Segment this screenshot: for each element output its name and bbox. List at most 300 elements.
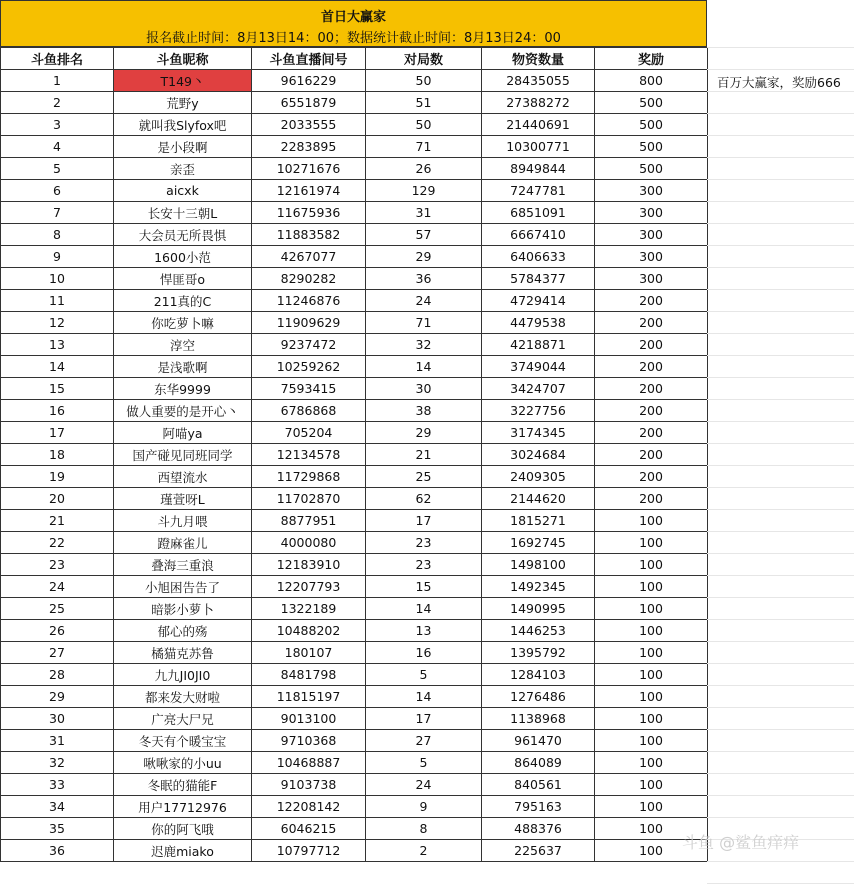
table-row — [1, 488, 708, 510]
cell-nickname[interactable]: 西望流水 — [114, 466, 252, 488]
cell-rank[interactable]: 7 — [1, 202, 114, 224]
cell-reward[interactable]: 200 — [595, 422, 708, 444]
gridline — [707, 135, 854, 136]
table-row — [1, 774, 708, 796]
title-banner — [0, 0, 707, 47]
table-row — [1, 664, 708, 686]
cell-reward[interactable]: 100 — [595, 664, 708, 686]
cell-reward[interactable]: 300 — [595, 268, 708, 290]
cell-room-id[interactable]: 12161974 — [252, 180, 366, 202]
gridline — [707, 245, 854, 246]
cell-supplies[interactable]: 3174345 — [482, 422, 595, 444]
cell-matches[interactable]: 62 — [366, 488, 482, 510]
cell-rank[interactable]: 27 — [1, 642, 114, 664]
cell-rank[interactable]: 18 — [1, 444, 114, 466]
cell-supplies[interactable]: 488376 — [482, 818, 595, 840]
cell-rank[interactable]: 12 — [1, 312, 114, 334]
table-row — [1, 158, 708, 180]
cell-matches[interactable]: 38 — [366, 400, 482, 422]
cell-rank[interactable]: 2 — [1, 92, 114, 114]
cell-rank[interactable]: 30 — [1, 708, 114, 730]
gridline — [707, 751, 854, 752]
cell-matches[interactable]: 16 — [366, 642, 482, 664]
cell-rank[interactable]: 3 — [1, 114, 114, 136]
cell-room-id[interactable]: 8481798 — [252, 664, 366, 686]
cell-nickname[interactable]: 国产碰见同班同学 — [114, 444, 252, 466]
cell-rank[interactable]: 34 — [1, 796, 114, 818]
cell-supplies[interactable]: 4729414 — [482, 290, 595, 312]
table-row — [1, 136, 708, 158]
cell-reward[interactable]: 300 — [595, 180, 708, 202]
cell-reward[interactable]: 100 — [595, 708, 708, 730]
cell-reward[interactable]: 100 — [595, 730, 708, 752]
cell-rank[interactable]: 26 — [1, 620, 114, 642]
table-row — [1, 356, 708, 378]
cell-rank[interactable]: 16 — [1, 400, 114, 422]
cell-reward[interactable]: 100 — [595, 818, 708, 840]
cell-reward[interactable]: 100 — [595, 642, 708, 664]
cell-room-id[interactable]: 11246876 — [252, 290, 366, 312]
cell-reward[interactable]: 300 — [595, 202, 708, 224]
gridline — [707, 795, 854, 796]
cell-rank[interactable]: 17 — [1, 422, 114, 444]
cell-room-id[interactable]: 9710368 — [252, 730, 366, 752]
gridline — [707, 663, 854, 664]
cell-reward[interactable]: 200 — [595, 334, 708, 356]
cell-matches[interactable]: 14 — [366, 686, 482, 708]
cell-matches[interactable]: 57 — [366, 224, 482, 246]
cell-rank[interactable]: 33 — [1, 774, 114, 796]
cell-supplies[interactable]: 2409305 — [482, 466, 595, 488]
cell-matches[interactable]: 5 — [366, 752, 482, 774]
cell-supplies[interactable]: 21440691 — [482, 114, 595, 136]
table-row — [1, 818, 708, 840]
table-row — [1, 466, 708, 488]
cell-room-id[interactable]: 4267077 — [252, 246, 366, 268]
cell-matches[interactable]: 14 — [366, 356, 482, 378]
gridline — [707, 861, 854, 862]
cell-matches[interactable]: 24 — [366, 774, 482, 796]
cell-reward[interactable]: 300 — [595, 224, 708, 246]
cell-matches[interactable]: 29 — [366, 246, 482, 268]
gridline — [707, 729, 854, 730]
header-supplies[interactable]: 物资数量 — [482, 48, 595, 70]
deadline-subtitle: 报名截止时间：8月13日14：00；数据统计截止时间：8月13日24：00 — [146, 31, 561, 46]
table-row — [1, 796, 708, 818]
cell-matches[interactable]: 129 — [366, 180, 482, 202]
table-header-row — [1, 48, 708, 70]
cell-room-id[interactable]: 10271676 — [252, 158, 366, 180]
cell-room-id[interactable]: 11909629 — [252, 312, 366, 334]
cell-matches[interactable]: 31 — [366, 202, 482, 224]
cell-supplies[interactable]: 3024684 — [482, 444, 595, 466]
gridline — [707, 113, 854, 114]
cell-supplies[interactable]: 4218871 — [482, 334, 595, 356]
cell-room-id[interactable]: 12183910 — [252, 554, 366, 576]
cell-supplies[interactable]: 8949844 — [482, 158, 595, 180]
cell-supplies[interactable]: 3424707 — [482, 378, 595, 400]
cell-nickname[interactable]: aicxk — [114, 180, 252, 202]
gridline — [707, 531, 854, 532]
cell-reward[interactable]: 200 — [595, 312, 708, 334]
cell-reward[interactable]: 200 — [595, 356, 708, 378]
gridline — [707, 311, 854, 312]
table-row — [1, 510, 708, 532]
cell-rank[interactable]: 5 — [1, 158, 114, 180]
gridline — [707, 641, 854, 642]
gridline — [707, 685, 854, 686]
gridline — [707, 509, 854, 510]
cell-supplies[interactable]: 4479538 — [482, 312, 595, 334]
cell-room-id[interactable]: 180107 — [252, 642, 366, 664]
header-room-id[interactable]: 斗鱼直播间号 — [252, 48, 366, 70]
cell-rank[interactable]: 8 — [1, 224, 114, 246]
table-row — [1, 730, 708, 752]
cell-rank[interactable]: 1 — [1, 70, 114, 92]
cell-room-id[interactable]: 2283895 — [252, 136, 366, 158]
cell-reward[interactable]: 100 — [595, 532, 708, 554]
gridline — [707, 157, 854, 158]
cell-nickname[interactable]: 广亮大尸兄 — [114, 708, 252, 730]
cell-matches[interactable]: 13 — [366, 620, 482, 642]
cell-reward[interactable]: 100 — [595, 576, 708, 598]
gridline — [707, 377, 854, 378]
cell-nickname[interactable]: 悍匪哥o — [114, 268, 252, 290]
cell-nickname[interactable]: 长安十三朝L — [114, 202, 252, 224]
cell-room-id[interactable]: 12208142 — [252, 796, 366, 818]
cell-rank[interactable]: 6 — [1, 180, 114, 202]
cell-rank[interactable]: 10 — [1, 268, 114, 290]
cell-nickname[interactable]: 九九JI0JI0 — [114, 664, 252, 686]
cell-supplies[interactable]: 864089 — [482, 752, 595, 774]
cell-reward[interactable]: 500 — [595, 114, 708, 136]
cell-nickname[interactable]: 瑾萱呀L — [114, 488, 252, 510]
cell-room-id[interactable]: 6786868 — [252, 400, 366, 422]
cell-supplies[interactable]: 1446253 — [482, 620, 595, 642]
cell-rank[interactable]: 29 — [1, 686, 114, 708]
cell-matches[interactable]: 51 — [366, 92, 482, 114]
table-row — [1, 70, 708, 92]
gridline — [707, 69, 854, 70]
cell-supplies[interactable]: 1815271 — [482, 510, 595, 532]
cell-reward[interactable]: 100 — [595, 796, 708, 818]
cell-nickname[interactable]: 郁心的殇 — [114, 620, 252, 642]
cell-reward[interactable]: 300 — [595, 246, 708, 268]
cell-matches[interactable]: 71 — [366, 136, 482, 158]
cell-supplies[interactable]: 1492345 — [482, 576, 595, 598]
side-note[interactable]: 百万大赢家，奖励666 — [717, 75, 841, 90]
cell-reward[interactable]: 200 — [595, 466, 708, 488]
page-title: 首日大赢家 — [320, 10, 386, 25]
cell-nickname[interactable]: 啾啾家的小uu — [114, 752, 252, 774]
cell-supplies[interactable]: 6406633 — [482, 246, 595, 268]
cell-reward[interactable]: 200 — [595, 378, 708, 400]
gridline — [707, 47, 854, 48]
cell-room-id[interactable]: 12207793 — [252, 576, 366, 598]
cell-nickname[interactable]: T149丶 — [114, 70, 252, 92]
cell-nickname[interactable]: 荒野y — [114, 92, 252, 114]
table-row — [1, 290, 708, 312]
cell-rank[interactable]: 13 — [1, 334, 114, 356]
cell-supplies[interactable]: 1395792 — [482, 642, 595, 664]
cell-matches[interactable]: 36 — [366, 268, 482, 290]
cell-reward[interactable]: 500 — [595, 92, 708, 114]
cell-supplies[interactable]: 6667410 — [482, 224, 595, 246]
gridline — [707, 91, 854, 92]
cell-room-id[interactable]: 1322189 — [252, 598, 366, 620]
header-nickname[interactable]: 斗鱼昵称 — [114, 48, 252, 70]
gridline — [707, 421, 854, 422]
cell-matches[interactable]: 23 — [366, 532, 482, 554]
cell-nickname[interactable]: 叠海三重浪 — [114, 554, 252, 576]
cell-nickname[interactable]: 阿喵ya — [114, 422, 252, 444]
gridline — [707, 333, 854, 334]
cell-supplies[interactable]: 27388272 — [482, 92, 595, 114]
cell-reward[interactable]: 500 — [595, 158, 708, 180]
cell-nickname[interactable]: 大会员无所畏惧 — [114, 224, 252, 246]
cell-reward[interactable]: 500 — [595, 136, 708, 158]
table-row — [1, 642, 708, 664]
gridline — [707, 575, 854, 576]
gridline — [707, 267, 854, 268]
cell-rank[interactable]: 21 — [1, 510, 114, 532]
table-row — [1, 114, 708, 136]
table-row — [1, 268, 708, 290]
cell-rank[interactable]: 24 — [1, 576, 114, 598]
table-row — [1, 180, 708, 202]
cell-nickname[interactable]: 淳空 — [114, 334, 252, 356]
cell-rank[interactable]: 9 — [1, 246, 114, 268]
cell-nickname[interactable]: 是浅歌啊 — [114, 356, 252, 378]
cell-room-id[interactable]: 8290282 — [252, 268, 366, 290]
cell-matches[interactable]: 8 — [366, 818, 482, 840]
cell-nickname[interactable]: 东华9999 — [114, 378, 252, 400]
cell-room-id[interactable]: 6046215 — [252, 818, 366, 840]
cell-matches[interactable]: 5 — [366, 664, 482, 686]
cell-rank[interactable]: 22 — [1, 532, 114, 554]
cell-supplies[interactable]: 1498100 — [482, 554, 595, 576]
cell-nickname[interactable]: 冬天有个暖宝宝 — [114, 730, 252, 752]
cell-matches[interactable]: 29 — [366, 422, 482, 444]
cell-rank[interactable]: 20 — [1, 488, 114, 510]
cell-supplies[interactable]: 840561 — [482, 774, 595, 796]
table-body — [1, 70, 708, 862]
header-reward[interactable]: 奖励 — [595, 48, 708, 70]
cell-nickname[interactable]: 冬眠的猫能F — [114, 774, 252, 796]
cell-supplies[interactable]: 5784377 — [482, 268, 595, 290]
table-row — [1, 708, 708, 730]
cell-reward[interactable]: 100 — [595, 752, 708, 774]
cell-matches[interactable]: 25 — [366, 466, 482, 488]
cell-matches[interactable]: 17 — [366, 510, 482, 532]
cell-supplies[interactable]: 1692745 — [482, 532, 595, 554]
cell-nickname[interactable]: 是小段啊 — [114, 136, 252, 158]
cell-nickname[interactable]: 橘猫克苏鲁 — [114, 642, 252, 664]
cell-room-id[interactable]: 11702870 — [252, 488, 366, 510]
cell-room-id[interactable]: 10259262 — [252, 356, 366, 378]
gridline — [707, 707, 854, 708]
cell-room-id[interactable]: 9013100 — [252, 708, 366, 730]
cell-room-id[interactable]: 4000080 — [252, 532, 366, 554]
gridline — [707, 487, 854, 488]
cell-reward[interactable]: 800 — [595, 70, 708, 92]
cell-matches[interactable]: 9 — [366, 796, 482, 818]
cell-nickname[interactable]: 就叫我Slyfox吧 — [114, 114, 252, 136]
cell-room-id[interactable]: 9616229 — [252, 70, 366, 92]
table-row — [1, 224, 708, 246]
cell-rank[interactable]: 25 — [1, 598, 114, 620]
cell-reward[interactable]: 100 — [595, 774, 708, 796]
cell-reward[interactable]: 100 — [595, 620, 708, 642]
gridline — [707, 817, 854, 818]
cell-rank[interactable]: 11 — [1, 290, 114, 312]
cell-matches[interactable]: 50 — [366, 114, 482, 136]
table-row — [1, 840, 708, 862]
cell-reward[interactable]: 100 — [595, 554, 708, 576]
gridline — [707, 465, 854, 466]
cell-room-id[interactable]: 705204 — [252, 422, 366, 444]
table-row — [1, 312, 708, 334]
cell-room-id[interactable]: 10797712 — [252, 840, 366, 862]
gridline — [707, 289, 854, 290]
cell-supplies[interactable]: 1276486 — [482, 686, 595, 708]
cell-matches[interactable]: 17 — [366, 708, 482, 730]
cell-reward[interactable]: 100 — [595, 510, 708, 532]
cell-supplies[interactable]: 6851091 — [482, 202, 595, 224]
gridline — [707, 597, 854, 598]
cell-reward[interactable]: 100 — [595, 840, 708, 862]
cell-supplies[interactable]: 961470 — [482, 730, 595, 752]
cell-rank[interactable]: 36 — [1, 840, 114, 862]
table-row — [1, 378, 708, 400]
table-row — [1, 246, 708, 268]
cell-matches[interactable]: 30 — [366, 378, 482, 400]
cell-nickname[interactable]: 暗影小萝卜 — [114, 598, 252, 620]
cell-rank[interactable]: 31 — [1, 730, 114, 752]
table-row — [1, 686, 708, 708]
cell-nickname[interactable]: 斗九月喂 — [114, 510, 252, 532]
cell-reward[interactable]: 200 — [595, 444, 708, 466]
cell-rank[interactable]: 15 — [1, 378, 114, 400]
cell-room-id[interactable]: 11815197 — [252, 686, 366, 708]
cell-matches[interactable]: 2 — [366, 840, 482, 862]
cell-matches[interactable]: 26 — [366, 158, 482, 180]
gridline — [707, 179, 854, 180]
table-row — [1, 554, 708, 576]
cell-room-id[interactable]: 11729868 — [252, 466, 366, 488]
cell-supplies[interactable]: 3227756 — [482, 400, 595, 422]
cell-room-id[interactable]: 7593415 — [252, 378, 366, 400]
cell-room-id[interactable]: 8877951 — [252, 510, 366, 532]
cell-matches[interactable]: 15 — [366, 576, 482, 598]
cell-nickname[interactable]: 1600小范 — [114, 246, 252, 268]
cell-matches[interactable]: 50 — [366, 70, 482, 92]
cell-rank[interactable]: 23 — [1, 554, 114, 576]
table-row — [1, 202, 708, 224]
cell-supplies[interactable]: 3749044 — [482, 356, 595, 378]
cell-reward[interactable]: 200 — [595, 290, 708, 312]
gridline — [707, 553, 854, 554]
table-row — [1, 422, 708, 444]
table-row — [1, 444, 708, 466]
cell-reward[interactable]: 100 — [595, 686, 708, 708]
header-rank[interactable]: 斗鱼排名 — [1, 48, 114, 70]
cell-rank[interactable]: 32 — [1, 752, 114, 774]
cell-room-id[interactable]: 12134578 — [252, 444, 366, 466]
cell-supplies[interactable]: 795163 — [482, 796, 595, 818]
side-column — [707, 0, 854, 864]
watermark: 斗鱼 @鲨鱼痒痒 — [682, 833, 800, 852]
cell-supplies[interactable]: 1490995 — [482, 598, 595, 620]
cell-nickname[interactable]: 亲歪 — [114, 158, 252, 180]
cell-matches[interactable]: 24 — [366, 290, 482, 312]
cell-rank[interactable]: 35 — [1, 818, 114, 840]
table-row — [1, 598, 708, 620]
cell-nickname[interactable]: 你的阿飞哦 — [114, 818, 252, 840]
cell-reward[interactable]: 100 — [595, 598, 708, 620]
cell-rank[interactable]: 14 — [1, 356, 114, 378]
cell-matches[interactable]: 14 — [366, 598, 482, 620]
table-row — [1, 532, 708, 554]
cell-supplies[interactable]: 225637 — [482, 840, 595, 862]
gridline — [707, 443, 854, 444]
cell-supplies[interactable]: 1138968 — [482, 708, 595, 730]
table-row — [1, 752, 708, 774]
ranking-table — [0, 47, 708, 862]
cell-supplies[interactable]: 1284103 — [482, 664, 595, 686]
cell-room-id[interactable]: 2033555 — [252, 114, 366, 136]
gridline — [707, 355, 854, 356]
cell-supplies[interactable]: 2144620 — [482, 488, 595, 510]
cell-nickname[interactable]: 蹬麻雀儿 — [114, 532, 252, 554]
cell-nickname[interactable]: 做人重要的是开心丶 — [114, 400, 252, 422]
cell-room-id[interactable]: 9237472 — [252, 334, 366, 356]
cell-room-id[interactable]: 9103738 — [252, 774, 366, 796]
cell-matches[interactable]: 21 — [366, 444, 482, 466]
cell-supplies[interactable]: 10300771 — [482, 136, 595, 158]
cell-nickname[interactable]: 你吃萝卜嘛 — [114, 312, 252, 334]
cell-rank[interactable]: 28 — [1, 664, 114, 686]
table-row — [1, 576, 708, 598]
cell-nickname[interactable]: 迟鹿miako — [114, 840, 252, 862]
cell-room-id[interactable]: 10468887 — [252, 752, 366, 774]
gridline — [707, 201, 854, 202]
table-row — [1, 92, 708, 114]
cell-reward[interactable]: 200 — [595, 400, 708, 422]
cell-nickname[interactable]: 都来发大财啦 — [114, 686, 252, 708]
cell-room-id[interactable]: 11675936 — [252, 202, 366, 224]
gridline — [707, 619, 854, 620]
cell-nickname[interactable]: 用户17712976 — [114, 796, 252, 818]
cell-supplies[interactable]: 7247781 — [482, 180, 595, 202]
cell-matches[interactable]: 32 — [366, 334, 482, 356]
table-row — [1, 334, 708, 356]
cell-rank[interactable]: 4 — [1, 136, 114, 158]
cell-room-id[interactable]: 6551879 — [252, 92, 366, 114]
cell-rank[interactable]: 19 — [1, 466, 114, 488]
cell-matches[interactable]: 71 — [366, 312, 482, 334]
cell-room-id[interactable]: 10488202 — [252, 620, 366, 642]
cell-nickname[interactable]: 211真的C — [114, 290, 252, 312]
cell-matches[interactable]: 23 — [366, 554, 482, 576]
cell-reward[interactable]: 200 — [595, 488, 708, 510]
cell-room-id[interactable]: 11883582 — [252, 224, 366, 246]
gridline — [707, 223, 854, 224]
cell-matches[interactable]: 27 — [366, 730, 482, 752]
cell-nickname[interactable]: 小旭困告告了 — [114, 576, 252, 598]
header-matches[interactable]: 对局数 — [366, 48, 482, 70]
cell-supplies[interactable]: 28435055 — [482, 70, 595, 92]
